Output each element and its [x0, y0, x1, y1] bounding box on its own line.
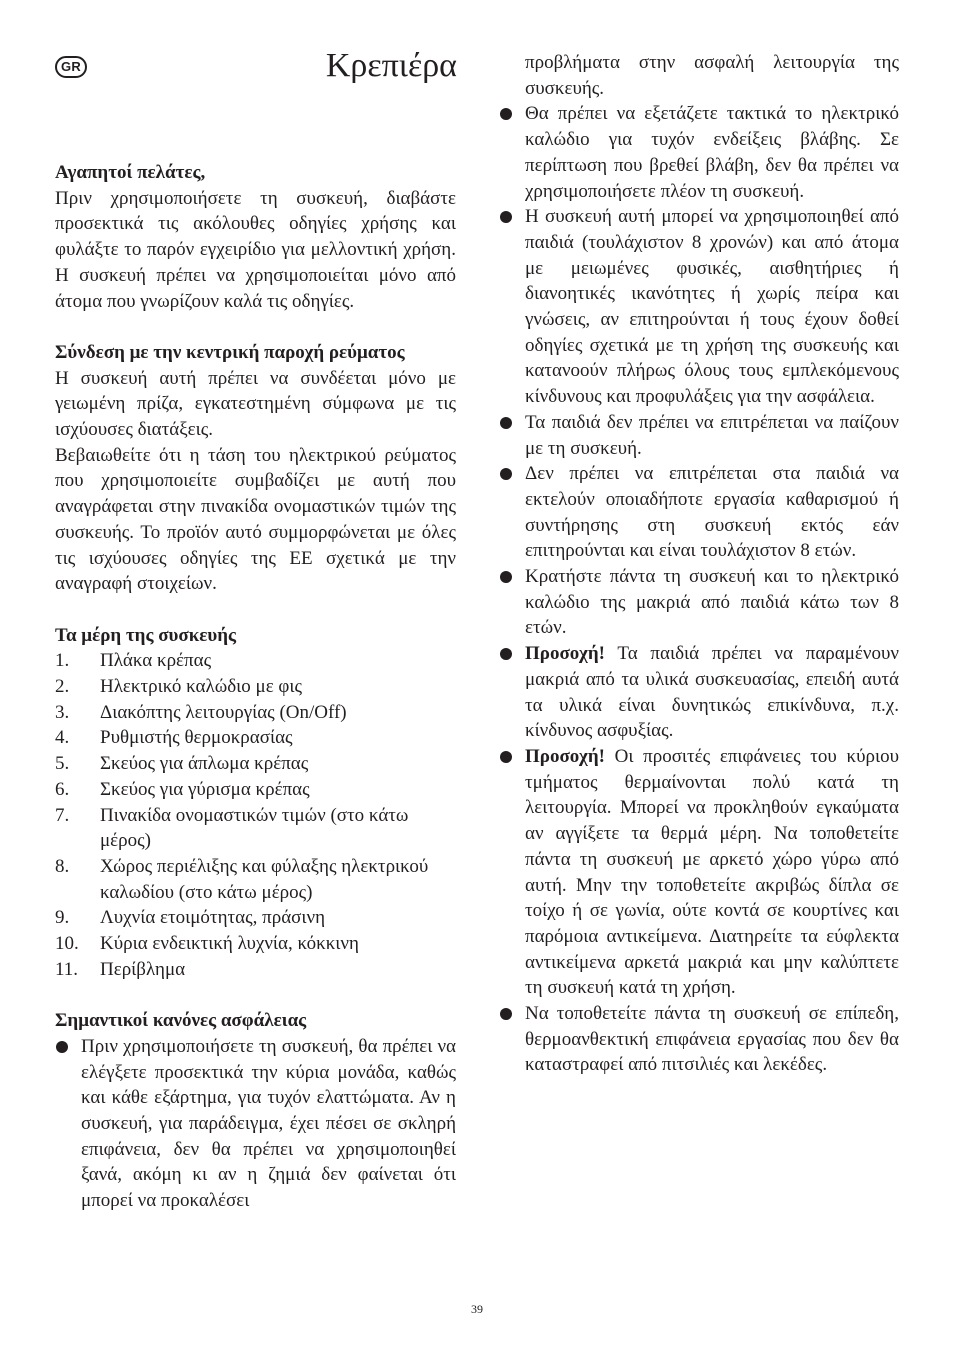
- safety-bullet-continuation: προβλήματα στην ασφαλή λειτουργία της συσκευής.: [525, 52, 899, 99]
- bullet-dot-icon: [500, 108, 512, 120]
- part-label: Πλάκα κρέπας: [100, 650, 212, 672]
- part-label: Περίβλημα: [100, 958, 186, 980]
- warning-label: Προσοχή!: [525, 745, 605, 767]
- intro-heading: Αγαπητοί πελάτες,: [55, 162, 206, 183]
- part-number: 9.: [55, 907, 70, 929]
- safety-bullet-text: Τα παιδιά δεν πρέπει να επιτρέπεται να παίζουν με τη συσκευή.: [525, 411, 899, 459]
- warning-label: Προσοχή!: [525, 643, 605, 665]
- part-label: Πινακίδα ονομαστικών τιμών (στο κάτω μέρος): [100, 804, 409, 852]
- parts-list-item: [55, 803, 456, 854]
- bullet-dot-icon: [500, 1008, 512, 1020]
- safety-bullet-item: [499, 641, 899, 744]
- safety-heading: Σημαντικοί κανόνες ασφάλειας: [55, 1010, 307, 1032]
- safety-bullet-item: [499, 204, 899, 410]
- part-label: Διακόπτης λειτουργίας (On/Off): [100, 701, 347, 723]
- page-number: 39: [471, 1302, 483, 1316]
- part-label: Κύρια ενδεικτική λυχνία, κόκκινη: [100, 933, 359, 955]
- parts-list-item: [55, 725, 456, 751]
- intro-text: Πριν χρησιμοποιήσετε τη συσκευή, διαβάστε προσεκτικά τις ακόλουθες οδηγίες χρήσης και φυλάξτε το παρόν εγχειρίδιο για μελλοντική χρήση. Η συσκευή πρέπει να χρησιμοποιείται μόνο από άτομα που γνωρίζουν καλά τις οδηγίες.: [55, 187, 456, 312]
- bullet-dot-icon: [500, 648, 512, 660]
- safety-bullet-item: [499, 564, 899, 641]
- power-paragraph-2: Βεβαιωθείτε ότι η τάση του ηλεκτρικού ρεύματος που χρησιμοποιείτε συμβαδίζει με αυτή που αναγράφεται στην πινακίδα ονομαστικών τιμών της συσκευής. Το προϊόν αυτό συμμορφώνεται με όλες τις ισχύουσες οδηγίες της ΕΕ σχετικά με την αναγραφή στοιχείων.: [55, 444, 456, 595]
- parts-list-item: [55, 674, 456, 700]
- bullet-dot-icon: [56, 1041, 68, 1053]
- part-label: Σκεύος για γύρισμα κρέπας: [100, 778, 310, 800]
- safety-bullet-text: Δεν πρέπει να επιτρέπεται στα παιδιά να εκτελούν οποιαδήποτε εργασία καθαρισμού ή συντήρησης στη συσκευή εκτός εάν επιτηρούνται και είναι τουλάχιστον 8 ετών.: [525, 463, 899, 562]
- bullet-dot-icon: [500, 751, 512, 763]
- part-label: Λυχνία ετοιμότητας, πράσινη: [100, 907, 326, 929]
- safety-bullet-text: Θα πρέπει να εξετάζετε τακτικά το ηλεκτρικό καλώδιο για τυχόν ενδείξεις βλάβης. Σε περίπτωση που βρεθεί βλάβη, δεν θα πρέπει να χρησιμοποιήσετε πλέον τη συσκευή.: [525, 103, 899, 202]
- safety-list-start: [55, 1034, 456, 1214]
- part-number: 10.: [55, 933, 79, 955]
- parts-list-item: [55, 777, 456, 803]
- part-label: Ηλεκτρικό καλώδιο με φις: [100, 676, 303, 698]
- safety-bullet-item: [499, 461, 899, 564]
- parts-list-item: [55, 854, 456, 905]
- part-number: 11.: [55, 958, 79, 980]
- bullet-dot-icon: [500, 571, 512, 583]
- bullet-dot-icon: [500, 211, 512, 223]
- power-heading: Σύνδεση με την κεντρική παροχή ρεύματος: [55, 341, 405, 363]
- part-label: Ρυθμιστής θερμοκρασίας: [100, 727, 293, 749]
- left-column: [55, 160, 456, 1214]
- safety-bullet-item: [55, 1034, 456, 1214]
- parts-list-item: [55, 905, 456, 931]
- safety-bullet-text: Τα παιδιά πρέπει να παραμένουν μακριά από τα υλικά συσκευασίας, επειδή αυτά τα υλικά είναι δυνητικώς επικίνδυνα, π.χ. κίνδυνος ασφυξίας.: [525, 643, 899, 742]
- power-paragraph-1: Η συσκευή αυτή πρέπει να συνδέεται μόνο με γειωμένη πρίζα, εγκατεστημένη σύμφωνα με τις ισχύουσες διατάξεις.: [55, 367, 456, 441]
- parts-list-item: [55, 700, 456, 726]
- safety-bullet-text: Οι προσιτές επιφάνειες του κύριου τμήματος θερμαίνονται πολύ κατά τη λειτουργία. Μπορεί να προκληθούν εγκαύματα αν αγγίξετε τα θερμά μέρη. Να τοποθετείτε πάντα τη συσκευή με αρκετό χώρο γύρω από αυτή. Μην την τοποθετείτε ακριβώς δίπλα σε τοίχο ή σε γωνία, ούτε κοντά σε κουρτίνες και παρόμοια αντικείμενα. Διατηρείτε τα εύφλεκτα αντικείμενα αρκετά μακριά και μην καλύπτετε τη συσκευή κατά τη χρήση.: [525, 745, 899, 999]
- bullet-dot-icon: [500, 468, 512, 480]
- part-label: Χώρος περιέλιξης και φύλαξης ηλεκτρικού καλωδίου (στο κάτω μέρος): [100, 855, 429, 903]
- part-number: 3.: [55, 701, 70, 723]
- safety-bullet-text: Κρατήστε πάντα τη συσκευή και το ηλεκτρικό καλώδιο της μακριά από παιδιά κάτω των 8 ετών.: [525, 566, 899, 639]
- part-label: Σκεύος για άπλωμα κρέπας: [100, 753, 309, 775]
- parts-list-item: [55, 957, 456, 983]
- parts-list-item: [55, 751, 456, 777]
- part-number: 7.: [55, 804, 70, 826]
- right-column: [499, 50, 899, 1078]
- safety-bullet-item: [499, 1001, 899, 1078]
- part-number: 8.: [55, 855, 70, 877]
- part-number: 4.: [55, 727, 70, 749]
- safety-bullet-item: [499, 744, 899, 1001]
- safety-bullet-text: Πριν χρησιμοποιήσετε τη συσκευή, θα πρέπει να ελέγξετε προσεκτικά την κύρια μονάδα, καθώς και κάθε εξάρτημα, για τυχόν ελαττώματα. Αν η συσκευή, για παράδειγμα, έχει πέσει σε σκληρή επιφάνεια, δεν θα πρέπει να χρησιμοποιηθεί ξανά, ακόμη κι αν η ζημιά δεν φαίνεται ότι μπορεί να προκαλέσει: [81, 1035, 456, 1212]
- safety-bullet-item: [499, 410, 899, 461]
- safety-bullet-item: [499, 101, 899, 204]
- parts-heading: Τα μέρη της συσκευής: [55, 624, 237, 646]
- part-number: 1.: [55, 650, 70, 672]
- part-number: 5.: [55, 753, 70, 775]
- page-title: Κρεπιέρα: [325, 47, 457, 84]
- parts-list-item: [55, 931, 456, 957]
- part-number: 6.: [55, 778, 70, 800]
- safety-bullet-text: Η συσκευή αυτή μπορεί να χρησιμοποιηθεί από παιδιά (τουλάχιστον 8 χρονών) και από άτομα με μειωμένες φυσικές, αισθητήριες ή διανοητικές ικανότητες ή χωρίς πείρα και γνώσεις, αν επιτηρούνται ή τους έχουν δοθεί οδηγίες σχετικά με τη χρήση της συσκευής και κατανοούν πλήρως όλους τους εμπλεκόμενους κίνδυνους και προφυλάξεις για την ασφάλεια.: [525, 206, 899, 408]
- language-badge: GR: [55, 56, 87, 78]
- bullet-dot-icon: [500, 417, 512, 429]
- parts-list: [55, 648, 456, 982]
- safety-bullet-text: Να τοποθετείτε πάντα τη συσκευή σε επίπεδη, θερμοανθεκτική επιφάνεια εργασίας που δεν θα καταστραφεί από πιτσιλιές και λεκέδες.: [525, 1003, 899, 1076]
- part-number: 2.: [55, 676, 70, 698]
- parts-list-item: [55, 648, 456, 674]
- safety-list: [499, 101, 899, 1078]
